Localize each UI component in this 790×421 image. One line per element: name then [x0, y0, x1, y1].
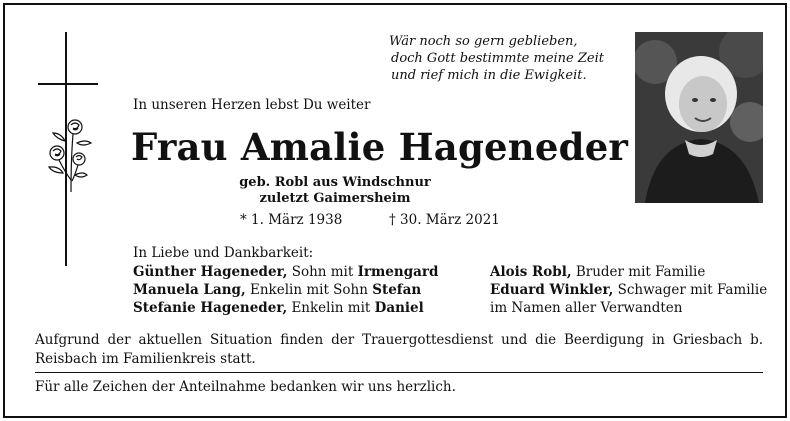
relative-name: Alois Robl,	[490, 264, 572, 280]
last-residence: zuletzt Gaimersheim	[259, 191, 411, 206]
list-item	[490, 299, 767, 317]
relation: Sohn mit	[287, 264, 358, 280]
relation: Schwager mit Familie	[613, 282, 768, 298]
list-item	[490, 263, 767, 281]
poem-line: doch Gott bestimmte meine Zeit	[391, 51, 604, 66]
partner-name: Daniel	[374, 300, 424, 316]
birth-date: * 1. März 1938	[240, 212, 343, 228]
obituary-frame	[3, 3, 787, 418]
poem-line: und rief mich in die Ewigkeit.	[391, 68, 587, 83]
partner-name: Stefan	[372, 282, 422, 298]
relative-name: Eduard Winkler,	[490, 282, 614, 298]
portrait-photo-icon	[635, 32, 763, 203]
family-list-right	[490, 263, 767, 317]
list-item	[133, 263, 438, 281]
poem-line: Wär noch so gern geblieben,	[389, 34, 578, 49]
relation: Enkelin mit Sohn	[245, 282, 373, 298]
poem	[389, 33, 629, 84]
relation: Bruder mit Familie	[571, 264, 706, 280]
relation: im Namen aller Verwandten	[490, 300, 683, 316]
divider	[35, 372, 763, 373]
death-date: † 30. März 2021	[389, 212, 500, 228]
relative-name: Manuela Lang,	[133, 282, 246, 298]
intro-text: In unseren Herzen lebst Du weiter	[133, 97, 371, 113]
family-list-left	[133, 263, 438, 317]
family-intro: In Liebe und Dankbarkeit:	[133, 245, 314, 261]
roses-icon	[43, 115, 99, 195]
deceased-name: Frau Amalie Hageneder	[131, 125, 629, 169]
portrait-photo	[635, 32, 763, 203]
funeral-notice: Aufgrund der aktuellen Situation finden der Trauergottesdienst und die Beerdigung in Griesbach b. Reisbach im Familienkreis statt.	[35, 332, 763, 367]
list-item	[490, 281, 767, 299]
relative-name: Stefanie Hageneder,	[133, 300, 288, 316]
relation: Enkelin mit	[287, 300, 375, 316]
cross-bar	[38, 83, 98, 85]
list-item	[133, 299, 438, 317]
partner-name: Irmengard	[357, 264, 439, 280]
closing-text: Für alle Zeichen der Anteilnahme bedanken wir uns herzlich.	[35, 379, 456, 395]
list-item	[133, 281, 438, 299]
relative-name: Günther Hageneder,	[133, 264, 288, 280]
maiden-name: geb. Robl aus Windschnur	[239, 175, 431, 190]
